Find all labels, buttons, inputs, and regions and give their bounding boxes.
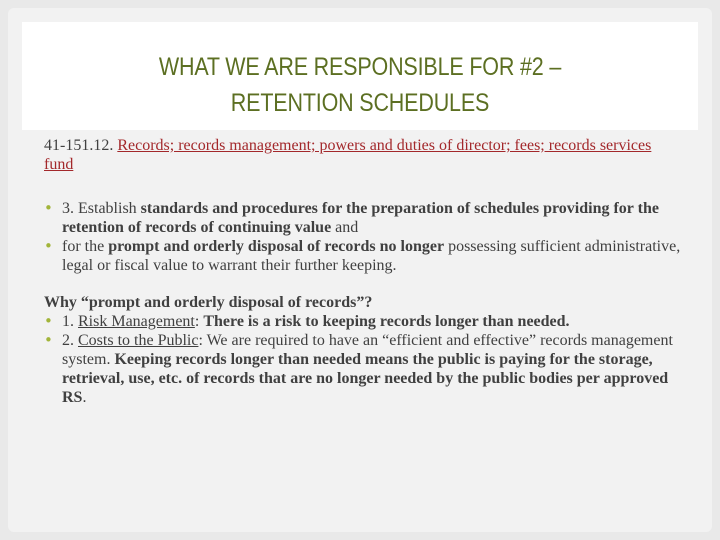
reason-colon: :: [194, 313, 204, 330]
reason-heading: Costs to the Public: [78, 332, 199, 349]
reason-number: 2.: [62, 332, 78, 349]
bullet-icon: •: [44, 331, 53, 349]
statute-citation: [44, 136, 684, 174]
why-section: [44, 293, 684, 407]
bullet-icon: •: [44, 237, 53, 255]
reason-text: We are required to have an “efficient and effective” records management system.: [62, 332, 673, 368]
bullet-emphasis: standards and procedures for the preparation of schedules providing for the retention of records of continuing value: [62, 200, 659, 236]
bullet-text: 3. Establish: [62, 200, 141, 217]
reason-colon: :: [198, 332, 207, 349]
duties-list: [44, 199, 684, 275]
title-box: [22, 22, 698, 130]
bullet-emphasis: prompt and orderly disposal of records no longer: [108, 238, 445, 255]
list-item: [44, 237, 684, 275]
list-item: [44, 331, 684, 407]
why-question: Why “prompt and orderly disposal of records”?: [44, 294, 373, 311]
list-item: [44, 312, 684, 331]
reason-number: 1.: [62, 313, 78, 330]
slide-content: [44, 136, 684, 407]
reason-heading: Risk Management: [78, 313, 195, 330]
reasons-list: [44, 312, 684, 407]
bullet-icon: •: [44, 199, 53, 217]
reason-end: .: [82, 389, 87, 406]
bullet-icon: •: [44, 312, 53, 330]
reason-text: There is a risk to keeping records longer than needed.: [203, 313, 570, 330]
citation-number: 41-151.12.: [44, 137, 118, 154]
slide-title: [69, 49, 650, 121]
citation-title: Records; records management; powers and duties of director; fees; records services fund: [44, 137, 652, 173]
bullet-text: for the: [62, 238, 109, 255]
title-line-1: WHAT WE ARE RESPONSIBLE FOR #2 –: [158, 53, 562, 81]
reason-emphasis: Keeping records longer than needed means the public is paying for the storage, retrieval, use, etc. of records that are no longer needed by the public bodies per approved RS: [62, 351, 669, 406]
list-item: [44, 199, 684, 237]
title-line-2: RETENTION SCHEDULES: [230, 89, 490, 117]
bullet-text: possessing sufficient administrative, legal or fiscal value to warrant their further keeping.: [62, 238, 681, 274]
bullet-text: and: [331, 219, 359, 236]
